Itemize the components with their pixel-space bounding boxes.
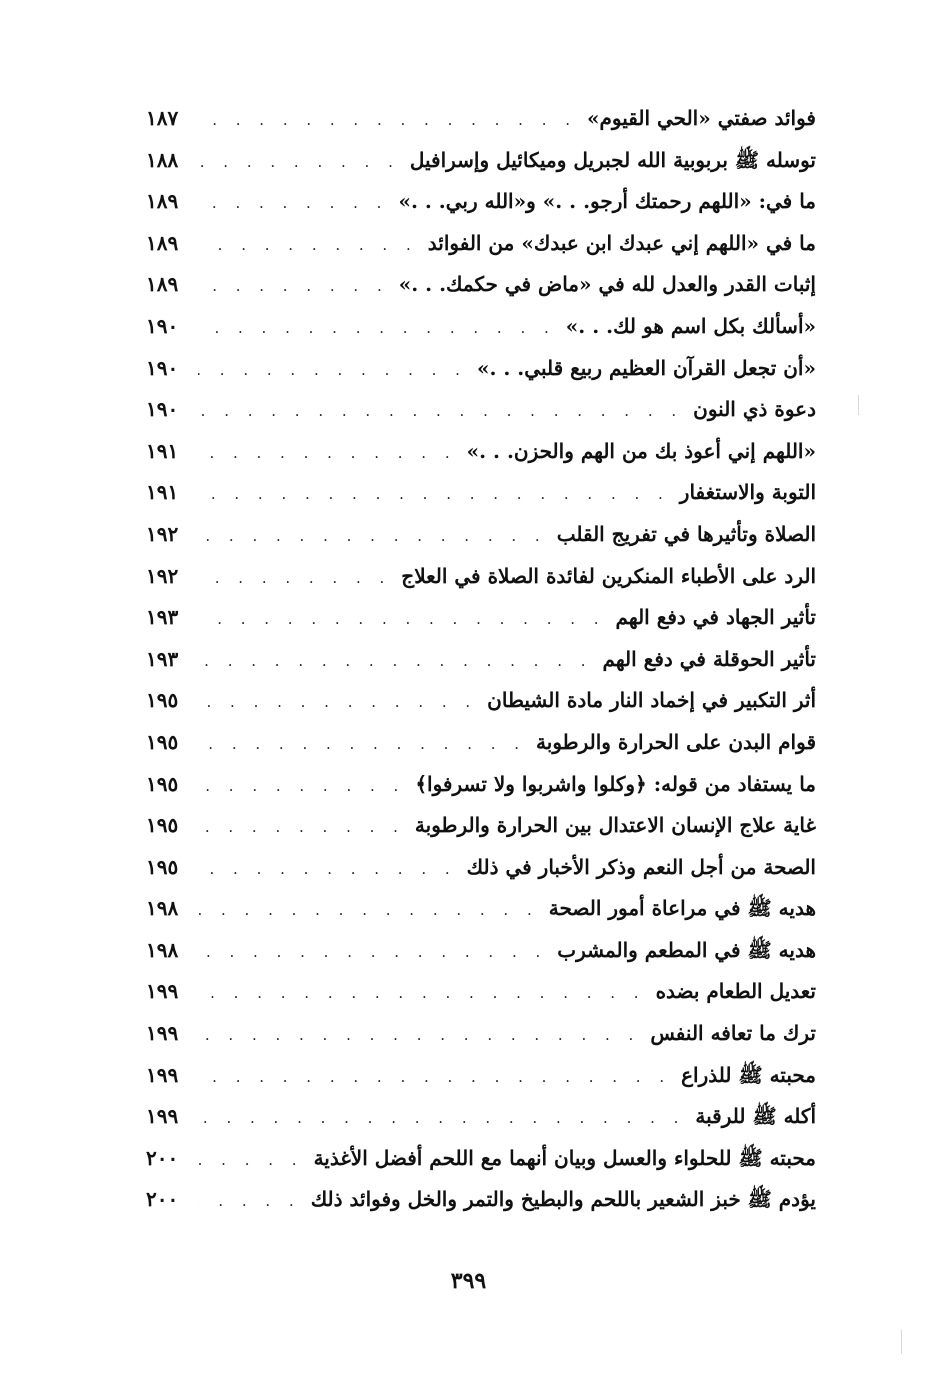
toc-entry-page: ١٩٠	[146, 313, 179, 338]
toc-entry	[146, 847, 816, 889]
toc-dot-leader	[198, 1015, 644, 1057]
toc-entry-page: ١٩٥	[146, 854, 179, 879]
toc-entry-title: دعوة ذي النون	[693, 397, 816, 422]
toc-entry	[146, 306, 816, 348]
toc-entry-title: الصلاة وتأثيرها في تفريج القلب	[556, 521, 816, 546]
toc-dot-leader	[198, 308, 560, 350]
toc-entry-page: ١٨٩	[146, 230, 179, 255]
toc-entry-title: هديه ﷺ في المطعم والمشرب	[557, 937, 816, 962]
toc-dot-leader	[198, 1057, 675, 1099]
toc-dot-leader	[198, 682, 481, 724]
toc-entry-page: ١٩١	[146, 438, 179, 463]
toc-entry	[146, 971, 816, 1013]
toc-entry-title: تأثير الحوقلة في دفع الهم	[602, 646, 816, 671]
toc-entry	[146, 680, 816, 722]
scan-edge-mark	[901, 1330, 902, 1354]
toc-dot-leader	[198, 1140, 308, 1182]
table-of-contents	[146, 98, 816, 1221]
toc-entry	[146, 514, 816, 556]
toc-entry-title: «أن تجعل القرآن العظيم ربيع قلبي. . .»	[476, 355, 816, 380]
toc-entry-page: ١٨٨	[146, 147, 179, 172]
toc-entry	[146, 805, 816, 847]
toc-entry-page: ١٩٥	[146, 729, 179, 754]
toc-entry	[146, 140, 816, 182]
toc-entry-page: ١٩٩	[146, 979, 179, 1004]
toc-entry-title: فوائد صفتي «الحي القيوم»	[587, 106, 816, 130]
toc-entry-page: ١٩٥	[146, 771, 179, 796]
toc-dot-leader	[198, 766, 409, 808]
toc-dot-leader	[198, 183, 392, 225]
toc-entry-page: ١٩٩	[146, 1021, 179, 1046]
toc-entry	[146, 930, 816, 972]
toc-dot-leader	[198, 516, 551, 558]
toc-entry-title: هديه ﷺ في مراعاة أمور الصحة	[548, 896, 816, 921]
toc-entry	[146, 888, 816, 930]
toc-entry	[146, 1096, 816, 1138]
toc-entry-page: ١٩٨	[146, 896, 179, 921]
toc-dot-leader	[198, 474, 674, 516]
toc-entry-page: ١٩١	[146, 480, 179, 505]
toc-dot-leader	[198, 350, 471, 392]
toc-entry	[146, 1179, 816, 1221]
toc-entry-title: غاية علاج الإنسان الاعتدال بين الحرارة والرطوبة	[414, 813, 816, 838]
toc-entry	[146, 348, 816, 390]
toc-dot-leader	[198, 641, 597, 683]
toc-entry-title: ما في «اللهم إني عبدك ابن عبدك» من الفوائد	[427, 230, 816, 255]
toc-entry	[146, 722, 816, 764]
toc-dot-leader	[198, 724, 530, 766]
toc-dot-leader	[198, 1181, 305, 1223]
page-number: ٣٩٩	[450, 1268, 487, 1294]
toc-dot-leader	[198, 599, 610, 641]
toc-entry-title: قوام البدن على الحرارة والرطوبة	[536, 729, 816, 754]
toc-entry-title: التوبة والاستغفار	[679, 480, 816, 505]
toc-entry-page: ٢٠٠	[146, 1187, 179, 1212]
toc-entry-title: محبته ﷺ للحلواء والعسل وبيان أنهما مع اللحم أفضل الأغذية	[313, 1145, 816, 1170]
toc-entry-page: ١٨٩	[146, 272, 179, 297]
toc-entry	[146, 639, 816, 681]
toc-entry-page: ١٩٣	[146, 605, 179, 630]
toc-entry-title: إثبات القدر والعدل لله في «ماض في حكمك. . .»	[398, 272, 816, 297]
toc-dot-leader	[198, 849, 461, 891]
toc-entry-page: ١٩٩	[146, 1062, 179, 1087]
toc-dot-leader	[198, 266, 393, 308]
toc-entry-page: ١٩٢	[146, 563, 179, 588]
toc-entry-page: ١٩٠	[146, 397, 179, 422]
toc-entry-title: أثر التكبير في إخماد النار مادة الشيطان	[487, 688, 816, 713]
toc-entry-title: «أسألك بكل اسم هو لك. . .»	[565, 313, 816, 338]
toc-entry-title: الصحة من أجل النعم وذكر الأخبار في ذلك	[466, 854, 816, 879]
toc-entry	[146, 1138, 816, 1180]
toc-entry-title: ترك ما تعافه النفس	[650, 1021, 816, 1046]
toc-entry	[146, 472, 816, 514]
toc-entry-page: ١٩٠	[146, 355, 179, 380]
toc-entry	[146, 264, 816, 306]
toc-entry-page: ١٩٣	[146, 646, 179, 671]
toc-dot-leader	[198, 558, 395, 600]
toc-entry-title: الرد على الأطباء المنكرين لفائدة الصلاة في العلاج	[401, 563, 816, 588]
toc-entry-title: ما يستفاد من قوله: ﴿وكلوا واشربوا ولا تسرفوا﴾	[415, 771, 816, 796]
toc-dot-leader	[198, 932, 551, 974]
toc-entry-title: ما في: «اللهم رحمتك أرجو. . .» و«الله ربي. . .»	[398, 189, 816, 214]
toc-entry-page: ١٨٩	[146, 189, 179, 214]
toc-dot-leader	[198, 225, 422, 267]
toc-entry-title: يؤدم ﷺ خبز الشعير باللحم والبطيخ والتمر والخل وفوائد ذلك	[310, 1187, 816, 1212]
toc-entry	[146, 181, 816, 223]
toc-entry-page: ١٩٢	[146, 521, 179, 546]
toc-entry	[146, 389, 816, 431]
toc-entry	[146, 431, 816, 473]
toc-dot-leader	[198, 100, 581, 142]
toc-dot-leader	[198, 433, 461, 475]
toc-dot-leader	[198, 142, 404, 184]
toc-dot-leader	[198, 807, 409, 849]
toc-entry-page: ١٩٨	[146, 937, 179, 962]
toc-entry-page: ١٩٥	[146, 813, 179, 838]
toc-entry	[146, 764, 816, 806]
toc-entry	[146, 223, 816, 265]
toc-dot-leader	[198, 890, 543, 932]
toc-entry-title: أكله ﷺ للرقبة	[695, 1104, 816, 1129]
toc-entry-page: ١٩٩	[146, 1104, 179, 1129]
toc-entry-page: ١٨٧	[146, 106, 179, 130]
toc-entry-title: محبته ﷺ للذراع	[681, 1062, 816, 1087]
toc-entry-title: تأثير الجهاد في دفع الهم	[615, 605, 816, 630]
toc-entry-page: ١٩٥	[146, 688, 179, 713]
toc-entry	[146, 98, 816, 140]
toc-entry-title: توسله ﷺ بربوبية الله لجبريل وميكائيل وإسرافيل	[409, 147, 816, 172]
toc-dot-leader	[198, 973, 650, 1015]
toc-dot-leader	[198, 1098, 689, 1140]
toc-entry-title: تعديل الطعام بضده	[655, 979, 816, 1004]
toc-dot-leader	[198, 391, 687, 433]
toc-entry	[146, 556, 816, 598]
toc-entry	[146, 1013, 816, 1055]
toc-entry-title: «اللهم إني أعوذ بك من الهم والحزن. . .»	[466, 438, 816, 463]
toc-entry	[146, 597, 816, 639]
toc-entry-page: ٢٠٠	[146, 1145, 179, 1170]
scan-edge-mark	[858, 395, 859, 415]
toc-entry	[146, 1055, 816, 1097]
